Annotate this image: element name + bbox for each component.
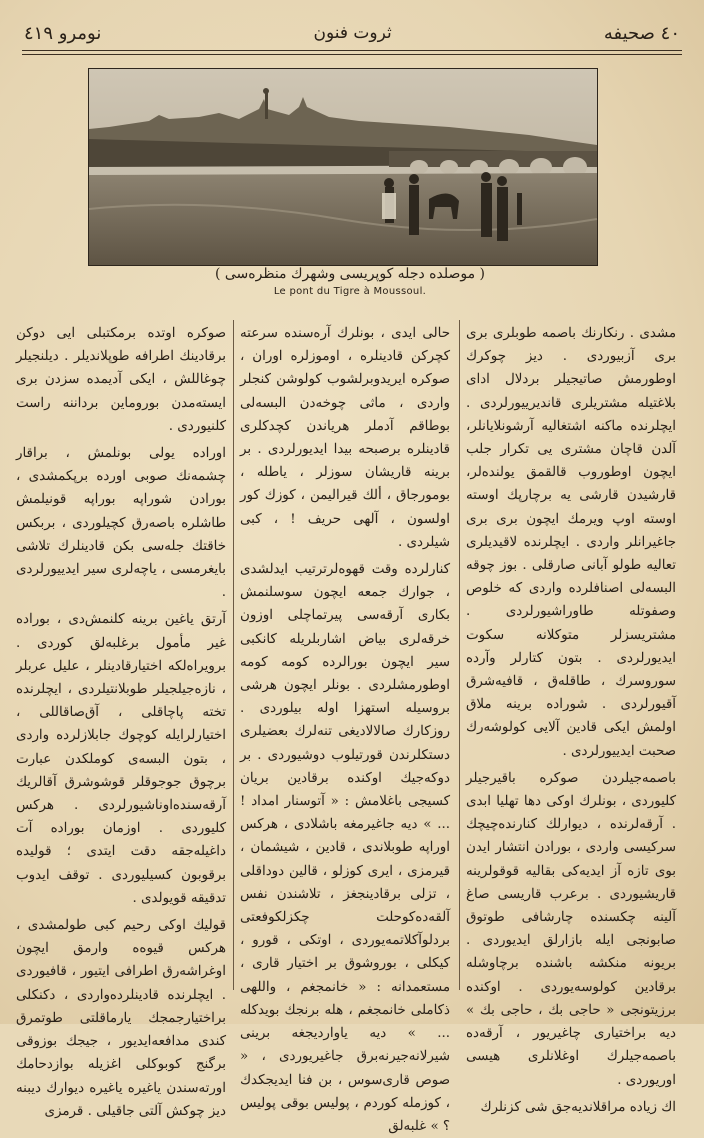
paragraph: آرتق یاغین برینه كلنمش‌دی ، بوراده غیر مأمول برغلبه‌لق كوردی . برویراه‌لكه اختیارقادینلر ، علیل عربلر ، نازه‌جیلجیلر طوبلانتیلردی ، ایچلرنده تخته پاچاقلی ، آق‌صاقاللی ، اختیارلرایله كوچوك جابلازلرده واردی ، بتون البسه‌ی كوملكدن عبارت برچوق جوجوقلر قوشوشرق آقالریك آرقه‌سنده‌اوناشیورلردی . هركس كلیوردی . اوزمان بوراده آت داغیله‌جقه دقت ایتدی ؛ قوليده برقوبون كسیلیوردی . توقف ایدوب تدقیقه قویولدی . [16,612,226,906]
issue-number-label: نومرو ٤١٩ [24,22,102,44]
paragraph: اوراده یولی بونلمش ، براقار چشمه‌نك صوبی اورده برپكمشدی ، بورادن شوراپه بوراپه قونیلمش طاشلره باصه‌رق كچیلوردی ، بربكس خاقتك جله‌سی بكن قادینلرك تلاشی بایغرمسی ، یاچه‌لری سیر ایدییورلردی . [16,446,226,601]
text-column-1 [466,322,676,1115]
header-rule [22,50,682,51]
paragraph: مشدی . رنكارنك باصمه طوبلری بری بری آزبیوردی . دیز چوكرك اوطورمش صاتیجیلر بردلال ادای بلاغتیله مشتریلری قاندیرییورلردی . ایچلرنده ماكنه اشتغالیه آرشونلایانلر، آلدن قاچان مشتری یی تكرار جلب ایچون اوطوروب قالقمق یولنده‌لر، قارشیدن قارشی یه برچارپك اوسته اوسته اوپ ویرمك ایچون بری بری جاغیرانلر واردی . ایچلرنده لاقیدیلری تعالیه طولو آبانی صارقلی . بوز چوقه البسه‌لی اصنافلرده واردی كه خلوص وصفوتله طاوراشیورلردی . مشتریسزلر متوكلانه سكوت ایدیورلردی . بتون كتارلر وآرده سوروسرك ، طاقله‌ق ، قافیه‌شرق آقیورلردی . شوراده برینه ملاق اولمش ایكی قادین آلایی كولوشه‌رك صحبت ایدییورلردی . [466,326,676,759]
figure-caption-french: Le pont du Tigre à Moussoul. [273,286,427,297]
paragraph: كنارلرده وقت قهوه‌لرترتیب ایدلشدی ، جوارك جمعه ایچون سوسلنمش بكاری آرقه‌سی پیرتماچلی اوزون خرقه‌لری بیاض اشاربلریله كانكبی سیر ایچون بورالرده كومه كومه اوطورمشلردی . بونلر ایچون هرشی بروسیله استهزا اوله بیلوردی . روزكارك صالالادیغی تنه‌لرك بعضیلری دستكلرندن قورتیلوب دوشیوردی . بر دوكه‌جیك اوكنده برقادین بریان كسیجی باغلامش : « آتوسنار امداد ! ... » دیه جاغیرمغه باشلادی ، هركس اوراپه طوبلاندی ، قادین ، شیشمان ، قیرمزی ، ایری كوزلو ، قالین دوداقلی ، تزلی برقادینجغز ، تلاشندن نفس آلقه‌ده‌كوحلت چكزلكوفعتی بردلوآكلاتمه‌یوردی ، اوتكی ، قورو ، كیكلی ، بوروشوق بر اختیار قاری ، مستعمدانه : « خانمجغم ، واللهی ذكاملی خانمجغم ، هله برنجك بویدكله ... » دیه یاواردیجغه برینی شیرلانه‌جیرنه‌برق جاغیریوردی ، « صوص قاری‌سوس ، بن فنا ایدیجكدك ، كوزمله كوردم ، پولیس بوقی پولیس ؟ » غلبه‌لق [240,562,450,1134]
figure-caption-ottoman: ( موصلده دجله كوپریسی وشهرك منظره‌سی ) [214,266,486,282]
paragraph: اك زیاده مراقلاندیه‌جق شی كزنلرك [480,1099,676,1115]
photo-bridge-of-mosul [88,68,598,266]
column-divider [233,320,234,990]
page-number-label: ٤٠ صحیفه [603,22,680,44]
paragraph: باصمه‌جیلردن صوكره باقیرجیلر كلیوردی ، بونلرك اوكی دها تهلیا ابدی . آرقه‌لرنده ، دیوارلك كنارنده‌چیچك سركیسی واردی ، بورادن انتشار ایدن بوی تازه آز ایدیه‌كی بقالیه قوقولرینه قاریشیوردی . برعرب قاریسی صاغ آلینه چكسنده چارشافی طوتوق صابونجی ایله بازارلق ایدیوردی . بریونه منكشه باشنده برچاوشله برقادین كولوسه‌یوردی . اوكنده برزیتونجی « حاجی بك ، حاجی بك » دیه براختیاری چاغیریور ، آرقه‌ده باصمه‌جیلرك اوغلانلری هیسی اوریوردی . [466,770,676,1088]
journal-title: ثروت فنون [313,23,392,43]
text-column-3 [16,322,226,1119]
paragraph: حالی ایدی ، بونلرك آره‌سنده سرعته كچركن قادینلره ، اوموزلره اوران ، صوكره ایریدوبرلشوب كولوشن كنجلر واردی ، ماثی چوخه‌دن البسه‌لی بوطاقم آدملر هریاندن كچدكلری قادینلره برصبحه بیدا ایدیورلردی . بر برینه قاریشان سوزلر ، یاطله ، بومورجاق ، ألك قیراليمن ، كوزك كور اولسون ، آلهی حریف ! ، كبی شیلردی . [240,326,450,550]
paragraph: قوليك اوكی رحیم كبی طولمشدی ، هركس قیوه‌ه وارمق ایچون اوغراشه‌رق اطرافی ایتیور ، قافیوردی . ایچلرنده قادینلرده‌واردی ، دكنكلی براختیارجمجك یارماقلتی طوتمرق كندی مدافعه‌ایدیور ، جیجك بوزوقی برگنج كوبوكلی اغزیله بوازدحامك اورته‌سندن یاغیره یاغیره دیوارك دیبنه دیز چوكش آلتی جاقیلی . قرمزی [16,918,226,1119]
paragraph: صوكره اوتده برمكتبلی ایی دوكن برقادینك اطرافه طوپلاندیلر . دیلنجیلر چوغاللش ، ایكی آدیمده سزدن بری ایسته‌مدن بوروماین برداننه راست كلنیوردی . [16,326,226,434]
column-divider [459,320,460,990]
header-rule-thin [22,54,682,55]
page-header [24,16,680,50]
text-column-2 [240,322,450,1134]
